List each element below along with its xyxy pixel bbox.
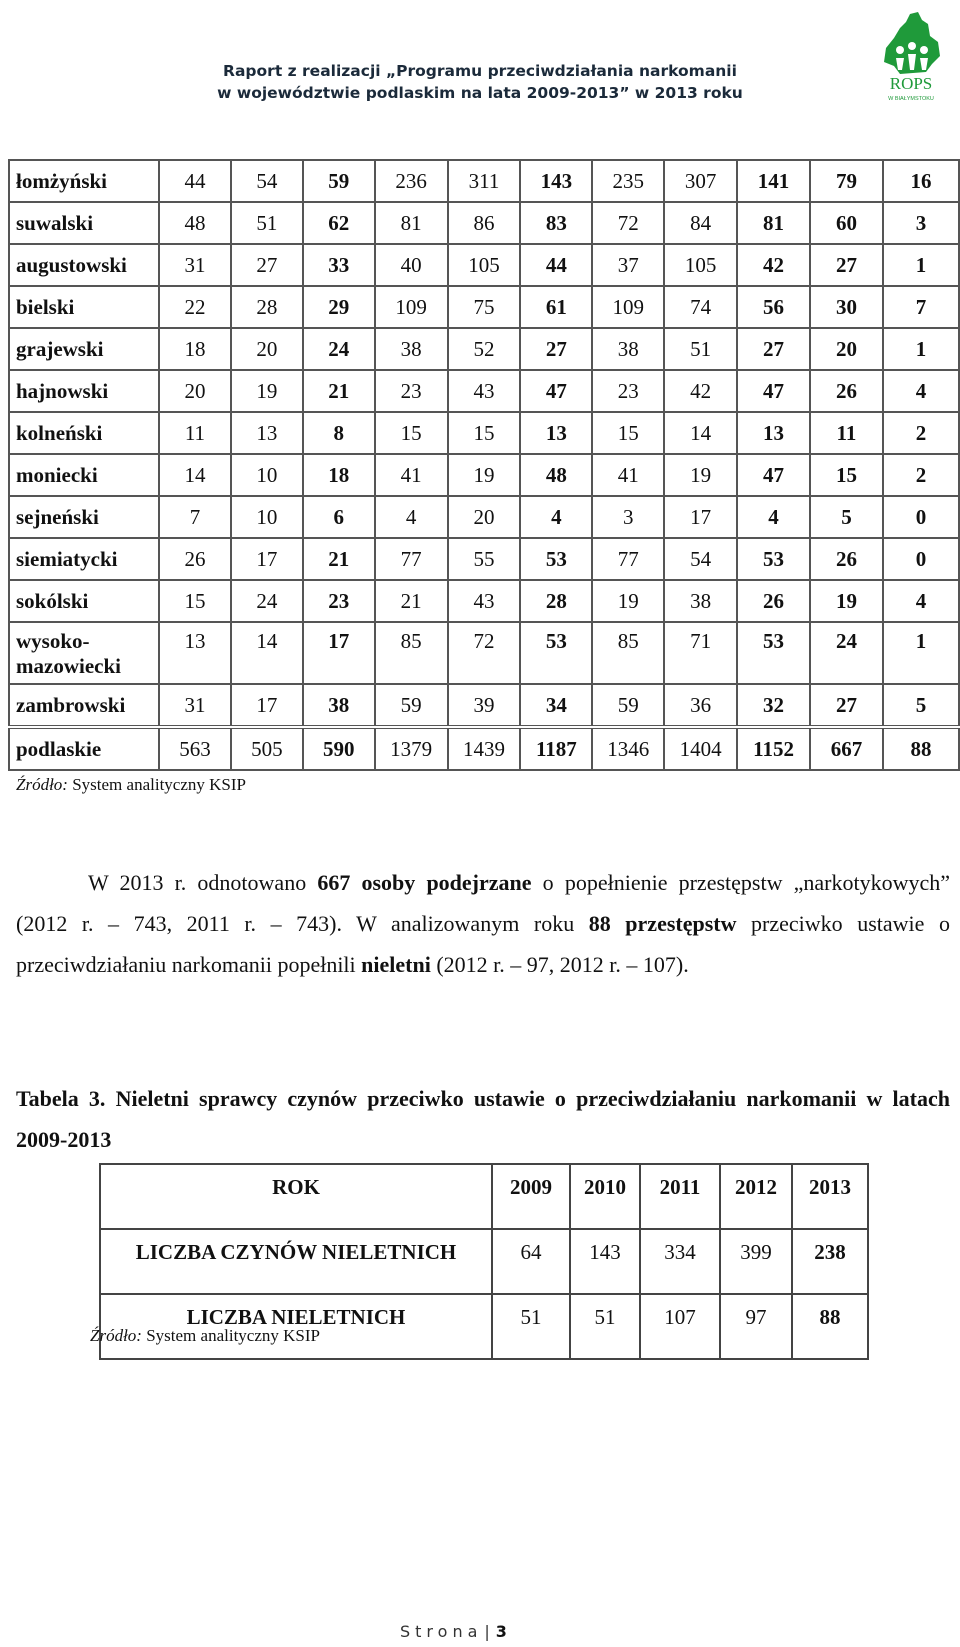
district-name: łomżyński [9,160,159,202]
table-cell: 1404 [664,727,737,770]
table-cell: 38 [664,580,737,622]
table-cell: 47 [737,370,810,412]
table-cell: 59 [375,684,448,727]
table-cell: 27 [810,684,883,727]
table-cell: 4 [883,370,959,412]
table-cell: 143 [520,160,592,202]
table-cell: 53 [737,538,810,580]
table-cell: 109 [375,286,448,328]
column-header: 2013 [792,1164,868,1229]
table-cell: 56 [737,286,810,328]
table-cell: 11 [810,412,883,454]
table-cell: 1 [883,244,959,286]
table-cell: 4 [883,580,959,622]
table-cell: 28 [231,286,303,328]
table-cell: 109 [592,286,664,328]
table-cell: 88 [792,1294,868,1359]
table-row [9,160,959,202]
table-cell: 1379 [375,727,448,770]
table-cell: 26 [810,370,883,412]
table-cell: 105 [448,244,521,286]
table-cell: 2 [883,454,959,496]
table-cell: 15 [810,454,883,496]
para-bold-2: 88 przestępstw [588,911,737,936]
table1-source [16,775,246,795]
table-cell: 83 [520,202,592,244]
table-cell: 75 [448,286,521,328]
table-cell: 0 [883,496,959,538]
table-cell: 39 [448,684,521,727]
table-cell: 16 [883,160,959,202]
para-text-2: o popełnienie przestępstw „narkotykowych” (2012 r. – 743, 2011 r. – 743). W analizowanym roku [16,870,950,936]
table-cell: 26 [159,538,231,580]
table-cell: 143 [570,1229,640,1294]
row-label: LICZBA CZYNÓW NIELETNICH [100,1229,492,1294]
table-cell: 43 [448,370,521,412]
table-cell: 31 [159,684,231,727]
table-cell: 51 [664,328,737,370]
table-cell: 23 [303,580,375,622]
table-row [9,580,959,622]
table-cell: 34 [520,684,592,727]
table-cell: 20 [810,328,883,370]
table-row [9,727,959,770]
table-row [9,202,959,244]
table-cell: 59 [592,684,664,727]
table-cell: 19 [810,580,883,622]
table-cell: 1 [883,622,959,684]
district-name: suwalski [9,202,159,244]
table-cell: 13 [159,622,231,684]
table-cell: 15 [448,412,521,454]
table-cell: 19 [448,454,521,496]
header-line-2: w województwie podlaskim na lata 2009-2013” w 2013 roku [217,84,743,102]
table-cell: 19 [231,370,303,412]
para-text-3: przeciwko ustawie o przeciwdziałaniu narkomanii popełnili [16,911,950,977]
table-cell: 11 [159,412,231,454]
table-cell: 53 [520,538,592,580]
table-cell: 42 [737,244,810,286]
district-statistics-table [8,159,960,771]
district-name: sokólski [9,580,159,622]
table-cell: 23 [375,370,448,412]
table-cell: 4 [375,496,448,538]
table-cell: 7 [159,496,231,538]
table-cell: 2 [883,412,959,454]
table-cell: 23 [592,370,664,412]
table-cell: 97 [720,1294,792,1359]
table-cell: 311 [448,160,521,202]
table-row [9,454,959,496]
table-cell: 48 [520,454,592,496]
table-cell: 15 [592,412,664,454]
table3-source [90,1326,320,1346]
table-cell: 107 [640,1294,720,1359]
table-cell: 10 [231,454,303,496]
table-cell: 8 [303,412,375,454]
table-cell: 235 [592,160,664,202]
page-footer: Strona | 3 [400,1622,507,1641]
table-cell: 1346 [592,727,664,770]
table-cell: 307 [664,160,737,202]
table-cell: 74 [664,286,737,328]
table-cell: 52 [448,328,521,370]
table-cell: 81 [737,202,810,244]
table-cell: 72 [592,202,664,244]
report-header [0,60,960,104]
table-cell: 17 [303,622,375,684]
table-cell: 22 [159,286,231,328]
table-cell: 32 [737,684,810,727]
source-label-2: Źródło: [90,1326,142,1345]
table-cell: 238 [792,1229,868,1294]
table-row [9,622,959,684]
table-cell: 40 [375,244,448,286]
table-cell: 7 [883,286,959,328]
table-cell: 60 [810,202,883,244]
table-cell: 399 [720,1229,792,1294]
table-row [9,538,959,580]
table-cell: 14 [664,412,737,454]
table-cell: 17 [231,538,303,580]
para-text-4: (2012 r. – 97, 2012 r. – 107). [430,952,689,977]
table-cell: 64 [492,1229,570,1294]
table-cell: 29 [303,286,375,328]
table-cell: 85 [375,622,448,684]
table-cell: 53 [737,622,810,684]
page-number: 3 [495,1622,507,1641]
table-cell: 20 [448,496,521,538]
table-cell: 334 [640,1229,720,1294]
table-cell: 141 [737,160,810,202]
table-cell: 31 [159,244,231,286]
table-cell: 21 [303,370,375,412]
table-cell: 4 [520,496,592,538]
table-cell: 77 [592,538,664,580]
footer-label: Strona [400,1622,483,1641]
table-cell: 77 [375,538,448,580]
row-label: LICZBA NIELETNICH [100,1294,492,1359]
table-cell: 15 [159,580,231,622]
table-cell: 84 [664,202,737,244]
table-cell: 1152 [737,727,810,770]
table-cell: 4 [737,496,810,538]
table-cell: 21 [375,580,448,622]
table-cell: 54 [231,160,303,202]
table-row [9,370,959,412]
table-cell: 667 [810,727,883,770]
table-cell: 33 [303,244,375,286]
table-cell: 13 [231,412,303,454]
table-cell: 24 [303,328,375,370]
table-cell: 18 [159,328,231,370]
para-bold-3: nieletni [361,952,431,977]
table-cell: 51 [570,1294,640,1359]
table-cell: 590 [303,727,375,770]
column-header: ROK [100,1164,492,1229]
table-cell: 6 [303,496,375,538]
table-row [9,496,959,538]
table-cell: 1187 [520,727,592,770]
table-cell: 1 [883,328,959,370]
table-cell: 27 [810,244,883,286]
table-cell: 53 [520,622,592,684]
table-cell: 59 [303,160,375,202]
logo-text: ROPS [889,74,933,93]
table-cell: 47 [737,454,810,496]
table-row [9,684,959,727]
table-cell: 14 [231,622,303,684]
summary-paragraph [16,862,950,985]
table-cell: 105 [664,244,737,286]
table-cell: 3 [592,496,664,538]
table-cell: 13 [737,412,810,454]
table-cell: 20 [231,328,303,370]
table-cell: 38 [303,684,375,727]
table-cell: 47 [520,370,592,412]
header-line-1: Raport z realizacji „Programu przeciwdziałania narkomanii [223,62,737,80]
table-cell: 30 [810,286,883,328]
table-cell: 5 [810,496,883,538]
district-name: grajewski [9,328,159,370]
district-name: augustowski [9,244,159,286]
table-cell: 563 [159,727,231,770]
table-cell: 43 [448,580,521,622]
table-row [9,412,959,454]
table-cell: 13 [520,412,592,454]
table-cell: 28 [520,580,592,622]
para-text-1: W 2013 r. odnotowano [88,870,318,895]
table-cell: 24 [810,622,883,684]
table-cell: 0 [883,538,959,580]
column-header: 2010 [570,1164,640,1229]
column-header: 2012 [720,1164,792,1229]
district-name: hajnowski [9,370,159,412]
table-cell: 15 [375,412,448,454]
table-cell: 17 [231,684,303,727]
table-cell: 21 [303,538,375,580]
district-name: moniecki [9,454,159,496]
table-cell: 14 [159,454,231,496]
table-cell: 61 [520,286,592,328]
table-cell: 27 [231,244,303,286]
district-name: siemiatycki [9,538,159,580]
table-cell: 42 [664,370,737,412]
table-row [9,244,959,286]
rops-logo [870,8,952,104]
source-text: System analityczny KSIP [72,775,246,794]
table-cell: 72 [448,622,521,684]
source-label: Źródło: [16,775,68,794]
table-cell: 19 [664,454,737,496]
district-name: bielski [9,286,159,328]
table-cell: 41 [375,454,448,496]
table-cell: 38 [375,328,448,370]
table-cell: 38 [592,328,664,370]
table-cell: 27 [737,328,810,370]
table3-caption: Tabela 3. Nieletni sprawcy czynów przeciwko ustawie o przeciwdziałaniu narkomanii w latach 2009-2013 [16,1086,950,1152]
district-name: zambrowski [9,684,159,727]
table-cell: 20 [159,370,231,412]
column-header: 2009 [492,1164,570,1229]
source-text-2: System analityczny KSIP [146,1326,320,1345]
table-cell: 10 [231,496,303,538]
table-cell: 41 [592,454,664,496]
table-cell: 81 [375,202,448,244]
table-cell: 44 [520,244,592,286]
district-name: podlaskie [9,727,159,770]
table-cell: 3 [883,202,959,244]
table-cell: 86 [448,202,521,244]
district-name: kolneński [9,412,159,454]
table-cell: 62 [303,202,375,244]
para-bold-1: 667 osoby podejrzane [317,870,532,895]
table-cell: 51 [492,1294,570,1359]
table-row [9,328,959,370]
district-name: sejneński [9,496,159,538]
table-cell: 17 [664,496,737,538]
column-header: 2011 [640,1164,720,1229]
table-cell: 24 [231,580,303,622]
table-row [9,286,959,328]
table-header-row [100,1164,868,1229]
table-cell: 5 [883,684,959,727]
table-cell: 88 [883,727,959,770]
logo-subtext: W BIAŁYMSTOKU [888,96,934,102]
table-cell: 36 [664,684,737,727]
table-cell: 44 [159,160,231,202]
table-cell: 1439 [448,727,521,770]
table-cell: 26 [810,538,883,580]
table-cell: 48 [159,202,231,244]
table-cell: 85 [592,622,664,684]
table-cell: 51 [231,202,303,244]
table-cell: 18 [303,454,375,496]
table-cell: 505 [231,727,303,770]
table-cell: 71 [664,622,737,684]
table-row [100,1229,868,1294]
table-cell: 54 [664,538,737,580]
table-cell: 37 [592,244,664,286]
table-cell: 27 [520,328,592,370]
table-cell: 19 [592,580,664,622]
table-cell: 55 [448,538,521,580]
table-cell: 79 [810,160,883,202]
district-name: wysoko- mazowiecki [9,622,159,684]
table-cell: 26 [737,580,810,622]
table-cell: 236 [375,160,448,202]
